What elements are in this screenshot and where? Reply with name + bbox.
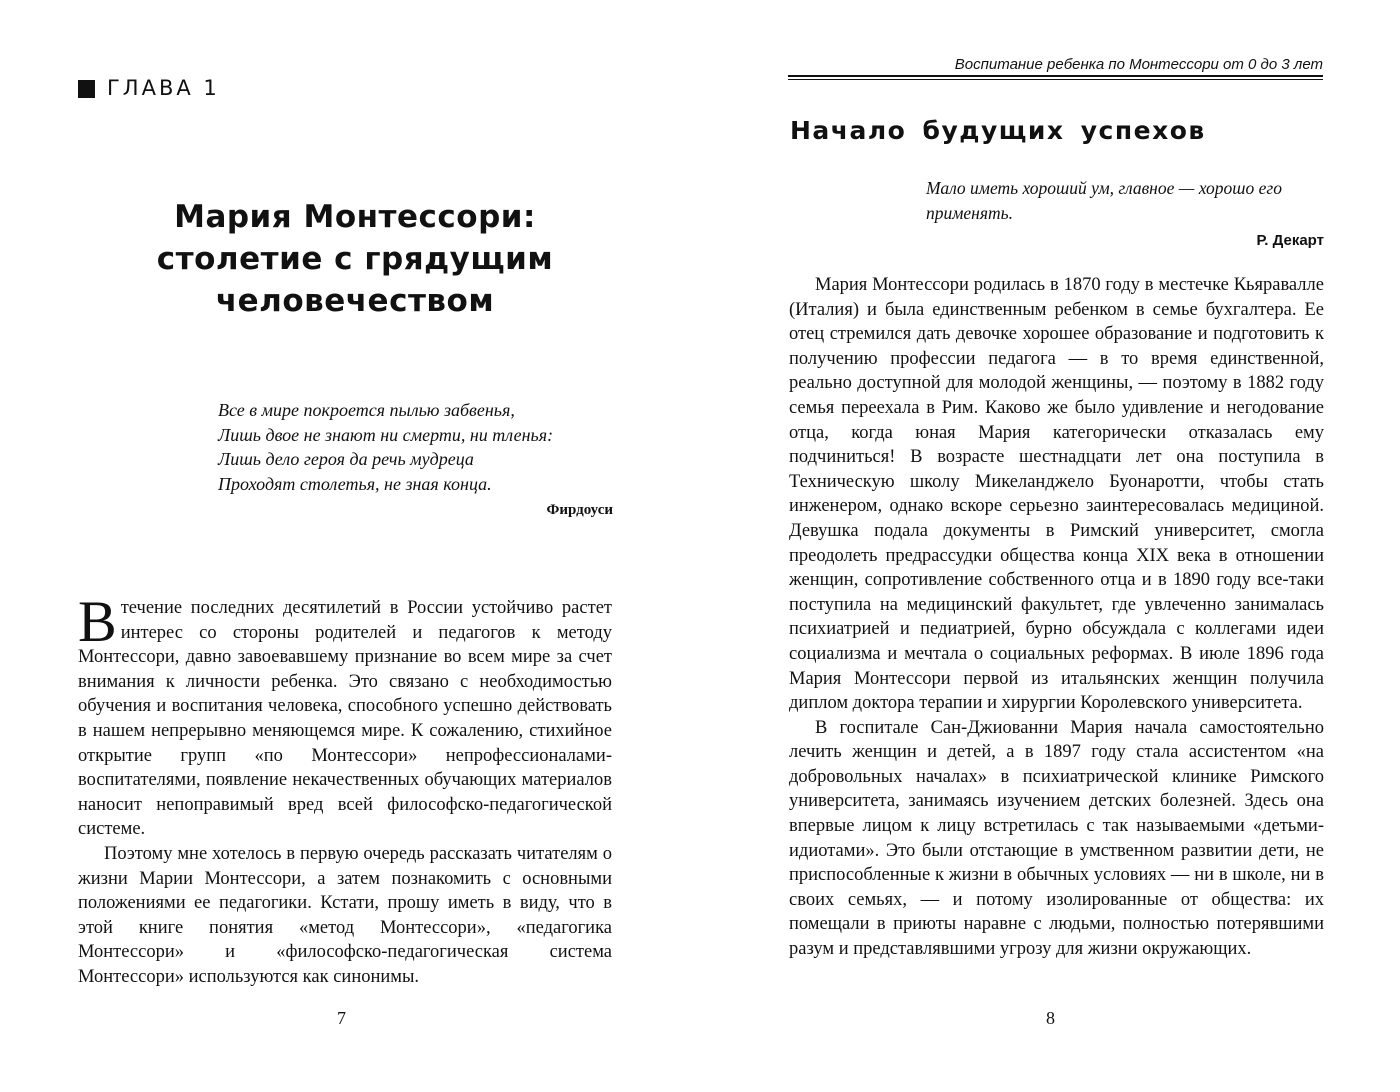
epigraph-author: Р. Декарт xyxy=(1256,232,1324,249)
right-page xyxy=(700,0,1400,1092)
chapter-title-line: Мария Монтессори: xyxy=(174,199,536,235)
section-title: Начало будущих успехов xyxy=(790,116,1206,145)
header-rule xyxy=(788,79,1323,80)
epigraph-author: Фирдоуси xyxy=(546,502,613,518)
epigraph-text: Мало иметь хороший ум, главное — хорошо его применять. xyxy=(926,178,1282,223)
running-header: Воспитание ребенка по Монтессори от 0 до 3 лет xyxy=(954,56,1323,73)
left-body-text xyxy=(78,589,612,990)
poem-line: Лишь двое не знают ни смерти, ни тленья: xyxy=(218,424,554,445)
chapter-title-line: столетие с грядущим xyxy=(156,241,554,277)
chapter-square-marker xyxy=(78,80,95,98)
chapter-title-line: человечеством xyxy=(215,283,495,319)
page-number: 8 xyxy=(1046,1008,1055,1028)
quote-epigraph xyxy=(926,176,1324,253)
paragraph xyxy=(78,589,612,842)
chapter-title xyxy=(100,196,610,322)
paragraph: Мария Монтессори родилась в 1870 году в местечке Кьяравалле (Италия) и была единственным ребенком в семье бухгалтера. Ее отец стремился дать девочке хорошее образование и подготовить к получению профессии педагога — в то время единственной, реально доступной для молодой женщины, — поэтому в 1882 году семья переехала в Рим. Каково же было удивление и негодование отца, когда юная Мария категорически отказалась ему подчиниться! В возрасте шестнадцати лет она поступила в Техническую школу Микеланджело Буонаротти, чтобы стать инженером, однако вскоре серьезно заинтересовалась медициной. Девушка подала документы в Римский университет, смогла преодолеть предрассудки общества конца XIX века в отношении женщин, сопротивление собственного отца и в 1890 году все-таки поступила на медицинский факультет, где увлеченно занималась психиатрией и педиатрией, бурно обсуждала с коллегами идеи социализма и мечтала о социальных реформах. В июле 1896 года Мария Монтессори первой из итальянских женщин получила диплом доктора терапии и хирургии Королевского университета. xyxy=(789,275,1324,714)
poem-epigraph xyxy=(218,398,613,523)
poem-line: Проходят столетья, не зная конца. xyxy=(218,473,492,494)
chapter-label: ГЛАВА 1 xyxy=(107,76,220,100)
paragraph: Поэтому мне хотелось в первую очередь рассказать читателям о жизни Марии Монтессори, а затем познакомить с основными положениями ее педагогики. Кстати, прошу иметь в виду, что в этой книге понятия «метод Монтессори», «педагогика Монтессори» и «философско-педагогическая система Монтессори» используются как синонимы. xyxy=(78,843,612,987)
poem-line: Все в мире покроется пылью забвенья, xyxy=(218,400,515,420)
paragraph: В госпитале Сан-Джиованни Мария начала самостоятельно лечить женщин и детей, а в 1897 году стала ассистентом «на добровольных началах» в психиатрической клинике Римского университета, занимаясь изучением детских болезней. Здесь она впервые лицом к лицу встретилась с так называемыми «детьми-идиотами». Это были отстающие в умственном развитии дети, не приспособленные к жизни в обычных условиях — ни в школе, ни в своих семьях, — и потому изолированные от общества: их помещали в приюты наравне с людьми, полностью потерявшими разум и представлявшими угрозу для жизни окружающих. xyxy=(789,717,1324,960)
right-body-text xyxy=(789,273,1324,962)
paragraph-text: течение последних десятилетий в России устойчиво растет интерес со стороны родителей и педагогов к методу Монтессори, давно завоевавшему признание во всем мире за счет внимания к личности ребенка. Это связано с необходимостью обучения и воспитания человека, способного успешно действовать в нашем непрерывно меняющемся мире. К сожалению, стихийное открытие групп «по Монтессори» непрофессионалами-воспитателями, появление некачественных обучающих материалов наносит непоправимый вред всей философско-педагогической системе. xyxy=(78,598,612,840)
page-number: 7 xyxy=(337,1008,346,1028)
poem-line: Лишь дело героя да речь мудреца xyxy=(218,449,474,469)
drop-cap: В xyxy=(78,589,117,654)
header-rule xyxy=(788,75,1323,77)
